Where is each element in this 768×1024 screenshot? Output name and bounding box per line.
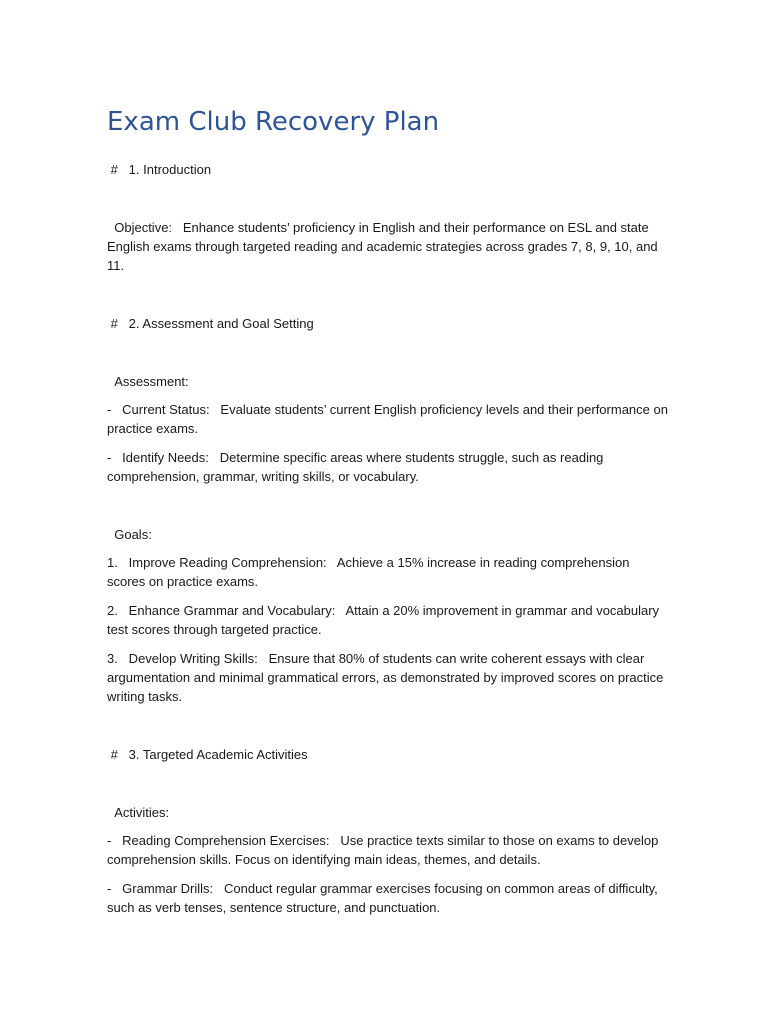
activities-label: Activities:	[107, 805, 170, 820]
section-heading-introduction: # 1. Introduction	[107, 162, 212, 177]
document-title: Exam Club Recovery Plan	[107, 107, 440, 137]
assessment-item-identify-needs: - Identify Needs: Determine specific areas where students struggle, such as reading comprehension, grammar, writing skills, or vocabulary.	[107, 450, 608, 484]
assessment-label: Assessment:	[107, 374, 189, 389]
goal-item-grammar: 2. Enhance Grammar and Vocabulary: Attain a 20% improvement in grammar and vocabulary test scores through targeted practice.	[107, 603, 663, 637]
goals-label: Goals:	[107, 527, 152, 542]
activity-item-grammar-drills: - Grammar Drills: Conduct regular grammar exercises focusing on common areas of difficulty, such as verb tenses, sentence structure, and punctuation.	[107, 881, 662, 915]
section-heading-activities: # 3. Targeted Academic Activities	[107, 747, 308, 762]
goal-item-reading: 1. Improve Reading Comprehension: Achieve a 15% increase in reading comprehension scores on practice exams.	[107, 555, 634, 589]
activity-item-reading-exercises: - Reading Comprehension Exercises: Use practice texts similar to those on exams to develop comprehension skills. Focus on identifying main ideas, themes, and details.	[107, 833, 662, 867]
section-heading-assessment: # 2. Assessment and Goal Setting	[107, 316, 314, 331]
assessment-item-current-status: - Current Status: Evaluate students’ current English proficiency levels and their performance on practice exams.	[107, 402, 672, 436]
goal-item-writing: 3. Develop Writing Skills: Ensure that 80% of students can write coherent essays with clear argumentation and minimal grammatical errors, as demonstrated by improved scores on practice writing tasks.	[107, 651, 667, 704]
objective-paragraph: Objective: Enhance students’ proficiency in English and their performance on ESL and state English exams through targeted reading and academic strategies across grades 7, 8, 9, 10, and 11.	[107, 220, 662, 273]
